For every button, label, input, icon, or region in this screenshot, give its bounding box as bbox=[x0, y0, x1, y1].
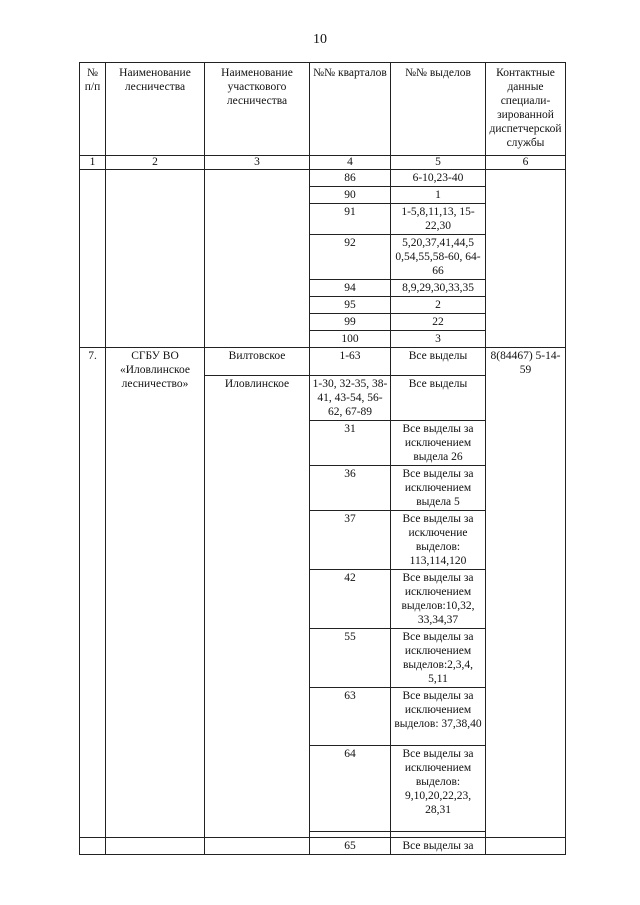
header-cell: Наименование лесничества bbox=[106, 63, 205, 156]
kvartal-cell: 31 bbox=[310, 421, 391, 466]
column-number: 3 bbox=[205, 156, 310, 170]
kvartal-cell: 65 bbox=[310, 838, 391, 855]
forestry-table bbox=[79, 62, 566, 855]
header-cell: №№ кварталов bbox=[310, 63, 391, 156]
vydel-cell: Все выделы за исключением выделов:10,32, 33,34,37 bbox=[391, 570, 486, 629]
table-row bbox=[80, 838, 566, 855]
vydel-cell: 6-10,23-40 bbox=[391, 170, 486, 187]
header-cell: № п/п bbox=[80, 63, 106, 156]
page-number: 10 bbox=[313, 32, 327, 47]
kvartal-cell: 63 bbox=[310, 688, 391, 746]
column-number-row bbox=[80, 156, 566, 170]
header-cell: №№ выделов bbox=[391, 63, 486, 156]
sub-forestry-name: Иловлинское bbox=[205, 376, 310, 838]
vydel-cell: Все выделы bbox=[391, 348, 486, 376]
header-cell: Наименование участкового лесничества bbox=[205, 63, 310, 156]
kvartal-cell: 92 bbox=[310, 235, 391, 280]
kvartal-cell: 100 bbox=[310, 331, 391, 348]
vydel-cell: Все выделы за исключением выделов: 37,38,40 bbox=[391, 688, 486, 746]
vydel-cell: Все выделы за bbox=[391, 838, 486, 855]
vydel-cell: 1-5,8,11,13, 15-22,30 bbox=[391, 204, 486, 235]
vydel-cell: Все выделы за исключением выделов: 9,10,20,22,23, 28,31 bbox=[391, 746, 486, 832]
empty-cell bbox=[205, 170, 310, 348]
kvartal-cell: 55 bbox=[310, 629, 391, 688]
vydel-cell: Все выделы bbox=[391, 376, 486, 421]
vydel-cell: 22 bbox=[391, 314, 486, 331]
table-row bbox=[80, 170, 566, 187]
column-number: 1 bbox=[80, 156, 106, 170]
column-number: 6 bbox=[486, 156, 566, 170]
forestry-name: СГБУ ВО «Иловлинское лесничество» bbox=[106, 348, 205, 838]
contact-cell: 8(84467) 5-14-59 bbox=[486, 348, 566, 838]
header-cell: Контактные данные специали-зированной диспетчерской службы bbox=[486, 63, 566, 156]
vydel-cell: 3 bbox=[391, 331, 486, 348]
table-row bbox=[80, 348, 566, 376]
vydel-cell: 8,9,29,30,33,35 bbox=[391, 280, 486, 297]
column-number: 2 bbox=[106, 156, 205, 170]
kvartal-cell: 36 bbox=[310, 466, 391, 511]
kvartal-cell: 99 bbox=[310, 314, 391, 331]
entry-number: 7. bbox=[80, 348, 106, 838]
empty-cell bbox=[80, 170, 106, 348]
kvartal-cell: 1-30, 32-35, 38-41, 43-54, 56-62, 67-89 bbox=[310, 376, 391, 421]
kvartal-cell: 64 bbox=[310, 746, 391, 832]
empty-cell bbox=[486, 838, 566, 855]
vydel-cell: 5,20,37,41,44,5 0,54,55,58-60, 64-66 bbox=[391, 235, 486, 280]
empty-cell bbox=[80, 838, 106, 855]
empty-cell bbox=[486, 170, 566, 348]
vydel-cell: Все выделы за исключение выделов: 113,114,120 bbox=[391, 511, 486, 570]
kvartal-cell: 86 bbox=[310, 170, 391, 187]
kvartal-cell: 91 bbox=[310, 204, 391, 235]
kvartal-cell: 37 bbox=[310, 511, 391, 570]
kvartal-cell: 90 bbox=[310, 187, 391, 204]
empty-cell bbox=[205, 838, 310, 855]
column-number: 5 bbox=[391, 156, 486, 170]
empty-cell bbox=[106, 838, 205, 855]
vydel-cell: Все выделы за исключением выделов:2,3,4, 5,11 bbox=[391, 629, 486, 688]
vydel-cell: Все выделы за исключением выдела 26 bbox=[391, 421, 486, 466]
vydel-cell: 1 bbox=[391, 187, 486, 204]
vydel-cell: 2 bbox=[391, 297, 486, 314]
column-number: 4 bbox=[310, 156, 391, 170]
kvartal-cell: 1-63 bbox=[310, 348, 391, 376]
header-row bbox=[80, 63, 566, 156]
kvartal-cell: 42 bbox=[310, 570, 391, 629]
kvartal-cell: 95 bbox=[310, 297, 391, 314]
empty-cell bbox=[106, 170, 205, 348]
sub-forestry-name: Вилтовское bbox=[205, 348, 310, 376]
vydel-cell: Все выделы за исключением выдела 5 bbox=[391, 466, 486, 511]
kvartal-cell: 94 bbox=[310, 280, 391, 297]
